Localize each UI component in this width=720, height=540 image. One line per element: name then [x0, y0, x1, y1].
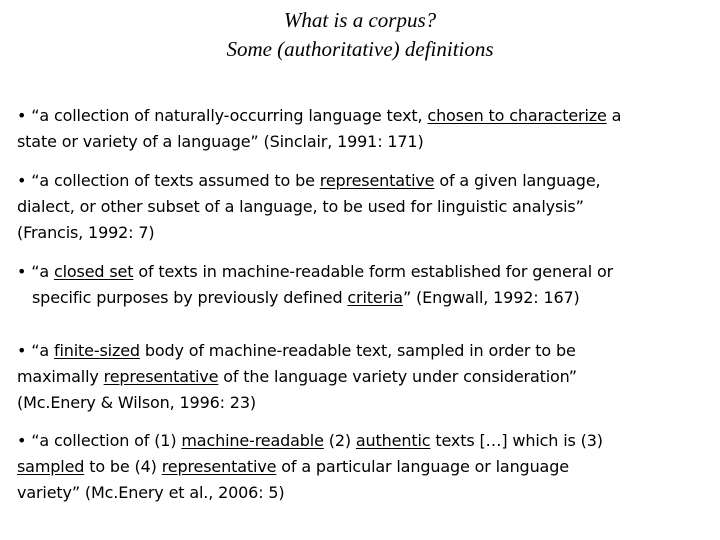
underlined-term: authentic — [355, 431, 431, 450]
definition-text: of a particular language or language — [276, 457, 569, 476]
underlined-term: finite-sized — [53, 341, 140, 360]
definition-text: (Mc.Enery & Wilson, 1996: 23) — [17, 393, 256, 412]
definition-line — [17, 338, 717, 364]
definition-line — [17, 390, 717, 416]
definition-text: • “a — [17, 262, 54, 281]
definition-text: of a given language, — [434, 171, 601, 190]
underlined-term: machine-readable — [181, 431, 324, 450]
definition-text: • “a collection of (1) — [17, 431, 182, 450]
definition-line — [17, 454, 717, 480]
definition-text: variety” (Mc.Enery et al., 2006: 5) — [17, 483, 285, 502]
definition-text: (2) — [323, 431, 356, 450]
definition-line — [17, 480, 717, 506]
definition-line — [17, 168, 717, 194]
definition-text: • “a — [17, 341, 54, 360]
definition-line — [17, 103, 717, 129]
definition-line — [17, 129, 717, 155]
slide-title — [0, 6, 720, 64]
underlined-term: closed set — [53, 262, 134, 281]
definition-text: of texts in machine-readable form established for general or — [133, 262, 614, 281]
definition-text: to be (4) — [84, 457, 162, 476]
definition-text: • “a collection of texts assumed to be — [17, 171, 320, 190]
slide-title-line-1: What is a corpus? — [283, 8, 437, 32]
definition-text: (Francis, 1992: 7) — [17, 223, 155, 242]
slide-title-line-2: Some (authoritative) definitions — [226, 37, 494, 61]
definition-text: specific purposes by previously defined — [32, 288, 348, 307]
definition-text: dialect, or other subset of a language, to be used for linguistic analysis” — [17, 197, 584, 216]
definition-line — [17, 194, 717, 220]
definition-text: maximally — [17, 367, 104, 386]
definition-text: state or variety of a language” (Sinclair, 1991: 171) — [17, 132, 424, 151]
definition-line — [17, 259, 717, 285]
definition-mcenery-wilson — [17, 338, 717, 416]
definition-engwall — [17, 259, 717, 311]
definition-sinclair — [17, 103, 717, 155]
definition-text: texts […] which is (3) — [430, 431, 603, 450]
definition-text: • “a collection of naturally-occurring language text, — [17, 106, 428, 125]
definition-text: of the language variety under consideration” — [218, 367, 577, 386]
definition-text: a — [606, 106, 622, 125]
definition-text: body of machine-readable text, sampled in order to be — [139, 341, 576, 360]
definition-mcenery-et-al — [17, 428, 717, 506]
underlined-term: representative — [103, 367, 219, 386]
underlined-term: representative — [319, 171, 435, 190]
definition-line — [17, 428, 717, 454]
underlined-term: chosen to characterize — [427, 106, 607, 125]
definition-line — [17, 285, 717, 311]
underlined-term: sampled — [17, 457, 85, 476]
definition-line — [17, 220, 717, 246]
definition-text: ” (Engwall, 1992: 167) — [402, 288, 580, 307]
definition-line — [17, 364, 717, 390]
underlined-term: representative — [161, 457, 277, 476]
underlined-term: criteria — [347, 288, 403, 307]
definition-francis — [17, 168, 717, 246]
